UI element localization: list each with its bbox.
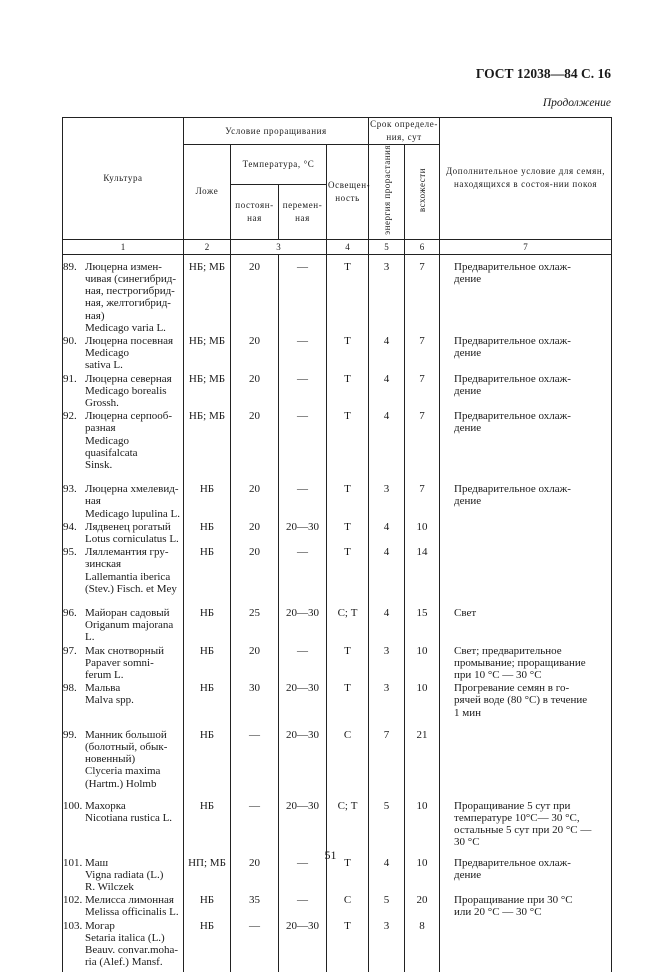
crop-cell [63,254,184,334]
crop-name-line: ная [85,495,101,508]
note-line: Предварительное охлаж- [454,372,571,385]
crop-name-line: Люцерна хмелевид- [85,483,179,496]
temp-alternating-cell: 20—30 [279,520,327,545]
temp-constant-cell: — [231,919,279,969]
table-row [63,893,612,918]
spacer-cell [369,968,405,972]
continuation-label: Продолжение [542,97,611,109]
header-constant: постоян-ная [231,185,279,240]
bed-cell: НБ [184,545,231,595]
temp-constant-cell: — [231,790,279,849]
lighting-cell: Т [327,919,369,969]
header-germination-conditions: Условие проращивания [184,118,369,145]
table-row [63,409,612,471]
spacer-cell [231,968,279,972]
column-number: 4 [327,239,369,254]
header-lighting: Освещен-ность [327,145,369,240]
header-temperature: Температура, °С [231,145,327,185]
crop-cell [63,471,184,520]
temp-constant-cell: 20 [231,334,279,372]
crop-name-line: Medicago quasifalcata [85,434,138,459]
crop-name-line: Мак снотворный [85,644,164,657]
note-line: при 10 °С — 30 °С [454,668,542,681]
additional-cell [440,595,612,644]
note-line: Предварительное охлаж- [454,856,571,869]
row-number: 102. [63,894,83,907]
bed-cell: НБ [184,520,231,545]
bed-cell: НБ [184,471,231,520]
energy-cell: 3 [369,681,405,719]
row-number: 103. [63,919,83,932]
note-line: 1 мин [454,706,482,719]
document-title: ГОСТ 12038—84 С. 16 [475,66,611,81]
crop-name-line: Setaria italica (L.) [85,931,165,944]
crop-name-line: Medicago varia L. [85,321,166,334]
crop-name-line: Medicago [85,347,129,360]
bed-cell: НБ; МБ [184,334,231,372]
crop-name-line: Malva spp. [85,694,134,707]
note-line: или 20 °С — 30 °С [454,906,542,919]
note-line: рячей воде (80 °С) в течение [454,694,588,707]
temp-constant-cell: 20 [231,471,279,520]
note-line: Проращивание при 30 °С [454,894,573,907]
table-row [63,254,612,334]
crop-name-line: Clyceria maxima [85,765,161,778]
temp-constant-cell: 35 [231,893,279,918]
additional-cell [440,893,612,918]
column-number: 6 [405,239,440,254]
table-row [63,719,612,790]
bed-cell: НБ [184,893,231,918]
energy-cell: 4 [369,334,405,372]
crop-name-line: Lotus corniculatus L. [85,532,179,545]
germination-cell: 10 [405,790,440,849]
note-line: Прогревание семян в го- [454,682,570,695]
germination-cell: 7 [405,334,440,372]
table-row [63,919,612,969]
crop-name-line: Мальва [85,682,121,695]
temp-alternating-cell: — [279,254,327,334]
spacer-cell [405,968,440,972]
note-line: Свет; предварительное [454,644,562,657]
temp-alternating-cell: 20—30 [279,790,327,849]
header-energy: энергия прорастания [369,145,405,240]
row-number: 101. [63,856,83,869]
crop-name-line: разная [85,422,116,435]
energy-cell: 3 [369,254,405,334]
crop-name-line: ferum L. [85,668,124,681]
lighting-cell: С; Т [327,595,369,644]
column-number: 1 [63,239,184,254]
crop-name-line: Люцерна серпооб- [85,410,173,423]
temp-alternating-cell: — [279,893,327,918]
lighting-cell: Т [327,254,369,334]
energy-cell: 3 [369,919,405,969]
additional-cell [440,372,612,410]
table-row [63,520,612,545]
column-number: 7 [440,239,612,254]
additional-cell [440,919,612,969]
row-number: 92. [63,410,77,423]
energy-cell: 3 [369,644,405,682]
temp-alternating-cell: 20—30 [279,681,327,719]
energy-cell: 5 [369,790,405,849]
temp-constant-cell: — [231,719,279,790]
crop-name-line: Мелисса лимонная [85,894,174,907]
note-line: Предварительное охлаж- [454,483,571,496]
additional-cell [440,644,612,682]
lighting-cell: С [327,893,369,918]
crop-name-line: Nicotiana rustica L. [85,812,173,825]
temp-alternating-cell: — [279,849,327,894]
header-germination: всхожести [405,145,440,240]
spacer-cell [63,968,184,972]
germination-cell: 7 [405,372,440,410]
lighting-cell: Т [327,471,369,520]
energy-cell: 7 [369,719,405,790]
crop-name-line: (болотный, обык- [85,741,168,753]
row-number: 98. [63,682,77,695]
spacer-cell [327,968,369,972]
note-line: Проращивание 5 сут при [454,799,571,812]
row-number: 91. [63,372,77,385]
lighting-cell: С; Т [327,790,369,849]
bed-cell: НБ [184,595,231,644]
crop-name-line: R. Wilczek [85,881,134,894]
crop-name-line: чивая (синегибрид- [85,272,177,285]
crop-name-line: Лядвенец рогатый [85,520,171,533]
note-line: 30 °С [454,836,480,849]
crop-name-line: Lallemantia iberica [85,570,171,583]
energy-cell: 4 [369,849,405,894]
energy-cell: 4 [369,372,405,410]
crop-name-line: Люцерна посевная [85,334,174,347]
crop-name-line: Medicago lupulina L. [85,507,181,520]
temp-constant-cell: 20 [231,545,279,595]
temp-alternating-cell: 20—30 [279,919,327,969]
spacer-cell [440,968,612,972]
crop-name-line: Манник большой [85,728,167,741]
temp-alternating-cell: — [279,409,327,471]
crop-cell [63,790,184,849]
table-row [63,334,612,372]
germination-cell: 14 [405,545,440,595]
temp-constant-cell: 20 [231,254,279,334]
table-row [63,644,612,682]
header-additional: Дополнительное условие для семян, находящихся в состоя-нии покоя [440,118,612,240]
additional-cell [440,334,612,372]
additional-cell [440,681,612,719]
crop-cell [63,719,184,790]
table-row [63,372,612,410]
germination-cell: 20 [405,893,440,918]
crop-name-line: Grossh. [85,396,119,409]
crop-name-line: Люцерна северная [85,372,172,385]
note-line: температуре 10°С— 30 °С, [454,812,580,825]
germination-cell: 7 [405,254,440,334]
crop-name-line: зинская [85,558,122,571]
row-number: 93. [63,483,77,496]
temp-alternating-cell: — [279,471,327,520]
germination-cell: 10 [405,681,440,719]
germination-cell: 21 [405,719,440,790]
temp-constant-cell: 20 [231,409,279,471]
crop-cell [63,893,184,918]
lighting-cell: Т [327,334,369,372]
crop-name-line: Melissa officinalis L. [85,906,179,919]
crop-name-line: ная, желтогибрид- [85,297,171,310]
temp-constant-cell: 20 [231,520,279,545]
crop-name-line: Vigna radiata (L.) [85,868,164,881]
crop-cell [63,372,184,410]
table-row [63,471,612,520]
crop-name-line: ная) [85,309,105,322]
temp-constant-cell: 20 [231,644,279,682]
germination-cell: 7 [405,471,440,520]
crop-name-line: (Stev.) Fisch. et Mey [85,582,177,595]
crop-name-line: новенный) [85,753,136,766]
crop-cell [63,545,184,595]
bed-cell: НБ [184,919,231,969]
crop-cell [63,409,184,471]
crop-name-line: Махорка [85,799,126,812]
additional-cell [440,520,612,545]
lighting-cell: Т [327,372,369,410]
row-number: 97. [63,644,77,657]
row-number: 96. [63,606,77,619]
table-spacer-row [63,968,612,972]
page-number: 51 [324,848,337,862]
note-line: дение [454,868,482,881]
additional-cell [440,719,612,790]
additional-cell [440,471,612,520]
temp-alternating-cell: 20—30 [279,595,327,644]
table-row [63,595,612,644]
crop-cell [63,681,184,719]
germination-table [62,117,612,972]
note-line: дение [454,272,482,285]
bed-cell: НП; МБ [184,849,231,894]
germination-cell: 7 [405,409,440,471]
bed-cell: НБ [184,681,231,719]
lighting-cell: Т [327,409,369,471]
column-number: 3 [231,239,327,254]
crop-cell [63,334,184,372]
temp-alternating-cell: — [279,372,327,410]
additional-cell [440,254,612,334]
crop-cell [63,520,184,545]
crop-cell [63,644,184,682]
crop-name-line: Medicago borealis [85,384,167,397]
spacer-cell [279,968,327,972]
table-row [63,545,612,595]
bed-cell: НБ; МБ [184,254,231,334]
row-number: 90. [63,334,77,347]
crop-name-line: Маш [85,856,109,869]
temp-alternating-cell: — [279,644,327,682]
crop-name-line: Origanum majorana L. [85,619,174,644]
note-line: Предварительное охлаж- [454,334,571,347]
energy-cell: 4 [369,545,405,595]
header-alternating: перемен-ная [279,185,327,240]
note-line: дение [454,384,482,397]
bed-cell: НБ; МБ [184,372,231,410]
germination-cell: 10 [405,644,440,682]
row-number: 95. [63,546,77,559]
column-number: 2 [184,239,231,254]
row-number: 89. [63,260,77,273]
temp-constant-cell: 20 [231,849,279,894]
note-line: промывание; проращивание [454,656,586,669]
temp-constant-cell: 20 [231,372,279,410]
lighting-cell: Т [327,681,369,719]
lighting-cell: Т [327,520,369,545]
germination-cell: 10 [405,520,440,545]
energy-cell: 4 [369,409,405,471]
crop-name-line: ная, пестрогибрид- [85,285,175,298]
note-line: дение [454,422,482,435]
note-line: Свет [454,606,477,619]
temp-alternating-cell: — [279,334,327,372]
row-number: 94. [63,520,77,533]
additional-cell [440,545,612,595]
note-line: Предварительное охлаж- [454,260,571,273]
bed-cell: НБ [184,790,231,849]
lighting-cell: Т [327,644,369,682]
germination-cell: 8 [405,919,440,969]
additional-cell [440,790,612,849]
note-line: дение [454,495,482,508]
header-bed: Ложе [184,145,231,240]
crop-name-line: Ляллемантия гру- [85,546,169,559]
note-line: остальные 5 сут при 20 °С — [454,824,592,837]
lighting-cell: Т [327,849,369,894]
header-term: Срок определе-ния, сут [369,118,440,145]
lighting-cell: С [327,719,369,790]
table-row [63,681,612,719]
crop-name-line: Могар [85,919,115,932]
crop-name-line: ria (Alef.) Mansf. [85,956,163,969]
additional-cell [440,409,612,471]
note-line: дение [454,347,482,360]
crop-cell [63,919,184,969]
energy-cell: 3 [369,471,405,520]
bed-cell: НБ; МБ [184,409,231,471]
temp-constant-cell: 25 [231,595,279,644]
crop-name-line: Beauv. convar.moha- [85,944,179,957]
germination-cell: 15 [405,595,440,644]
lighting-cell: Т [327,545,369,595]
row-number: 100. [63,799,83,812]
germination-cell: 10 [405,849,440,894]
spacer-cell [184,968,231,972]
crop-name-line: Люцерна измен- [85,260,162,273]
energy-cell: 4 [369,595,405,644]
energy-cell: 5 [369,893,405,918]
crop-cell [63,595,184,644]
crop-name-line: Sinsk. [85,458,113,471]
bed-cell: НБ [184,719,231,790]
temp-constant-cell: 30 [231,681,279,719]
row-number: 99. [63,728,77,741]
temp-alternating-cell: 20—30 [279,719,327,790]
crop-name-line: Майоран садовый [85,606,170,619]
crop-name-line: (Hartm.) Holmb [85,777,157,790]
energy-cell: 4 [369,520,405,545]
crop-name-line: sativa L. [85,359,123,372]
bed-cell: НБ [184,644,231,682]
table-row [63,790,612,849]
crop-name-line: Papaver somni- [85,656,154,669]
note-line: Предварительное охлаж- [454,410,571,423]
header-culture: Культура [63,118,184,240]
temp-alternating-cell: — [279,545,327,595]
column-number: 5 [369,239,405,254]
